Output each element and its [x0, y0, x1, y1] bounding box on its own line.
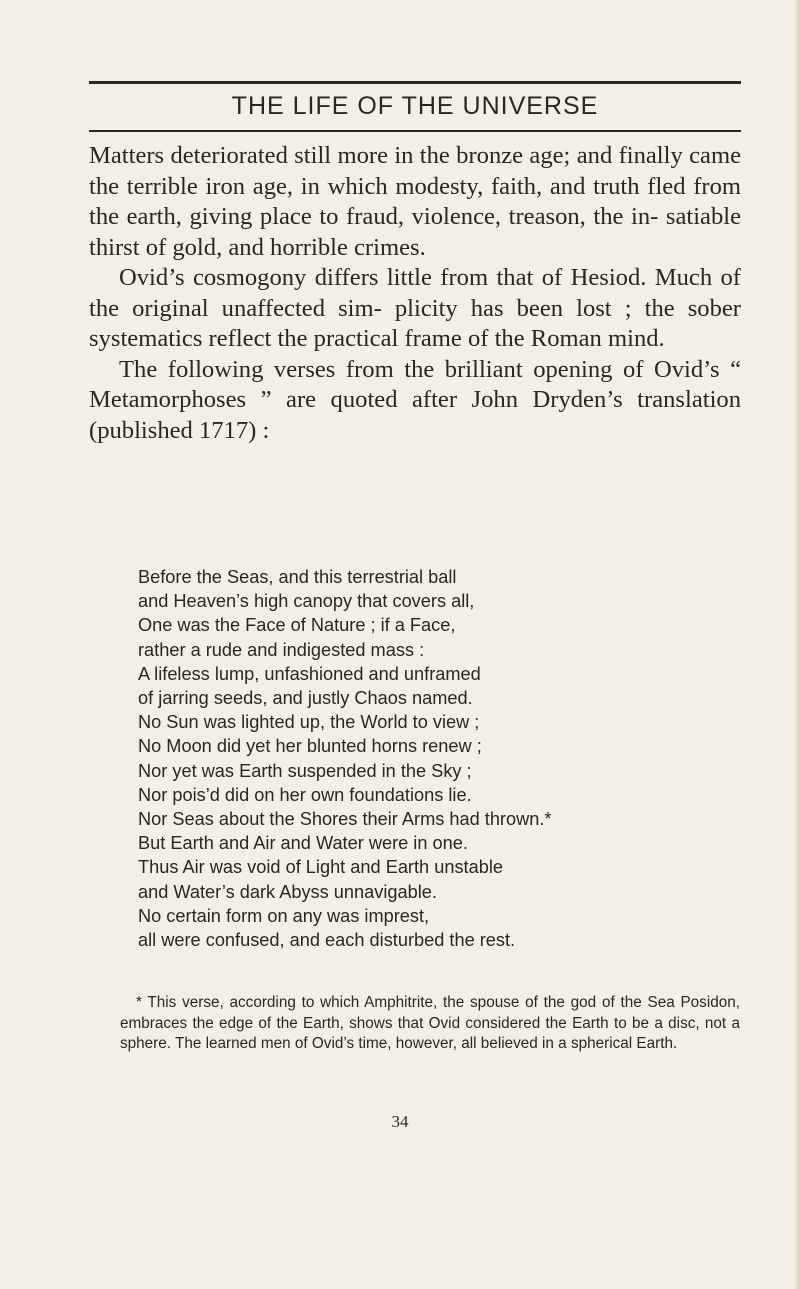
page-edge-shadow [794, 0, 800, 1289]
verse-line: Nor pois’d did on her own foundations lie. [138, 784, 472, 805]
verse-line: Nor Seas about the Shores their Arms had thrown.* [138, 809, 552, 830]
verse-line: of jarring seeds, and justly Chaos named. [138, 688, 473, 709]
verse-line: and Heaven’s high canopy that covers all, [138, 591, 475, 612]
body-text [89, 141, 741, 446]
footnote: * This verse, according to which Amphitrite, the spouse of the god of the Sea Posidon, embraces the edge of the Earth, shows that Ovid considered the Earth to be a disc, not a sphere. The learned men of Ovid’s time, however, all believed in a spherical Earth. [120, 994, 740, 1053]
verse-line: and Water’s dark Abyss unnavigable. [138, 881, 437, 902]
paragraph: Matters deteriorated still more in the bronze age; and finally came the terrible iron age, in which modesty, faith, and truth fled from the earth, giving place to fraud, violence, treason, the in- satiable thirst of gold, and horrible crimes. [89, 142, 741, 261]
header-rule-top [89, 81, 741, 84]
page-number: 34 [391, 1112, 409, 1131]
verse-line: rather a rude and indigested mass : [138, 639, 425, 660]
paragraph: The following verses from the brilliant opening of Ovid’s “ Metamorphoses ” are quoted after John Dryden’s translation (published 1717) : [89, 355, 741, 444]
verse-line: One was the Face of Nature ; if a Face, [138, 615, 456, 636]
verse-line: Thus Air was void of Light and Earth unstable [138, 857, 503, 878]
verse-line: No certain form on any was imprest, [138, 905, 430, 926]
paragraph: Ovid’s cosmogony differs little from that of Hesiod. Much of the original unaffected sim- plicity has been lost ; the sober systematics reflect the practical frame of the Roman mind. [89, 264, 741, 352]
verse-line: all were confused, and each disturbed the rest. [138, 930, 516, 951]
verse-line: But Earth and Air and Water were in one. [138, 833, 468, 854]
verse-line: Nor yet was Earth suspended in the Sky ; [138, 760, 472, 781]
verse-line: A lifeless lump, unfashioned and unframed [138, 663, 481, 684]
verse-line: No Sun was lighted up, the World to view ; [138, 712, 480, 733]
header-rule-bottom [89, 130, 741, 132]
verse-quotation [138, 565, 738, 952]
running-head: THE LIFE OF THE UNIVERSE [231, 92, 599, 120]
verse-line: Before the Seas, and this terrestrial ball [138, 567, 457, 587]
verse-line: No Moon did yet her blunted horns renew ; [138, 736, 482, 757]
